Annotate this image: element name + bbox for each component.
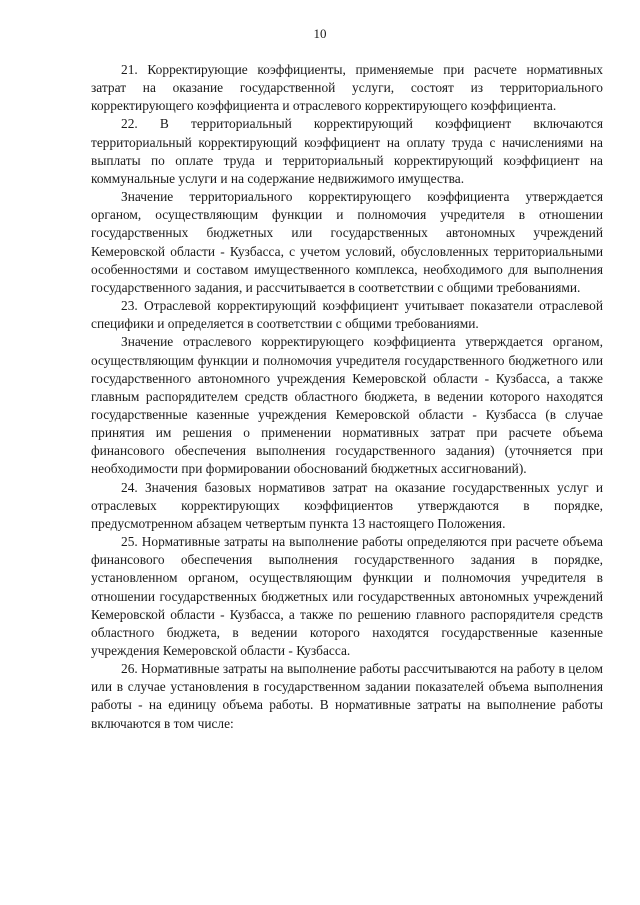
paragraph-26: 26. Нормативные затраты на выполнение работы рассчитываются на работу в целом или в случае установления в государственном задании показателей объема выполнения работы - на единицу объема работы. В нормативные затраты на выполнение работы включаются в том числе: [91,661,603,731]
paragraph-24: 24. Значения базовых нормативов затрат на оказание государственных услуг и отраслевых корректирующих коэффициентов утверждаются в порядке, предусмотренном абзацем четвертым пункта 13 настоящего Положения. [91,479,603,531]
document-body [91,61,603,733]
paragraph-21: 21. Корректирующие коэффициенты, применяемые при расчете нормативных затрат на оказание государственной услуги, состоят из территориального корректирующего коэффициента и отраслевого корректирующего коэффициента. [91,62,603,114]
paragraph-25: 25. Нормативные затраты на выполнение работы определяются при расчете объема финансового обеспечения выполнения государственного задания в порядке, установленном органом, осуществляющим функции и полномочия учредителя в отношении государственных бюджетных или государственных автономных учреждений Кемеровской области - Кузбасса, а также по решению главного распорядителя средств областного бюджета, в ведении которого находятся государственные казенные учреждения Кемеровской области - Кузбасса. [91,534,603,658]
paragraph-23: 23. Отраслевой корректирующий коэффициент учитывает показатели отраслевой специфики и определяется в соответствии с общими требованиями. [91,298,603,332]
page-number: 10 [313,26,327,41]
paragraph-sectoral-coefficient-value: Значение отраслевого корректирующего коэффициента утверждается органом, осуществляющим функции и полномочия учредителя государственного бюджетного или государственного автономного учреждения Кемеровской области - Кузбасса, а также главным распорядителем средств областного бюджета, в ведении которого находятся государственные казенные учреждения Кемеровской области - Кузбасса (в случае принятия им решения о применении нормативных затрат при расчете объема финансового обеспечения выполнения государственного задания) (уточняется при необходимости при формировании обоснований бюджетных ассигнований). [91,334,603,477]
paragraph-22: 22. В территориальный корректирующий коэффициент включаются территориальный корректирующий коэффициент на оплату труда с начислениями на выплаты по оплате труда и территориальный корректирующий коэффициент на коммунальные услуги и на содержание недвижимого имущества. [91,116,603,186]
paragraph-territorial-coefficient-value: Значение территориального корректирующего коэффициента утверждается органом, осуществляющим функции и полномочия учредителя в отношении государственных бюджетных или государственных автономных учреждений Кемеровской области - Кузбасса, с учетом условий, обусловленных территориальными особенностями и составом имущественного комплекса, необходимого для выполнения государственного задания, и рассчитывается в соответствии с общими требованиями. [91,189,603,295]
